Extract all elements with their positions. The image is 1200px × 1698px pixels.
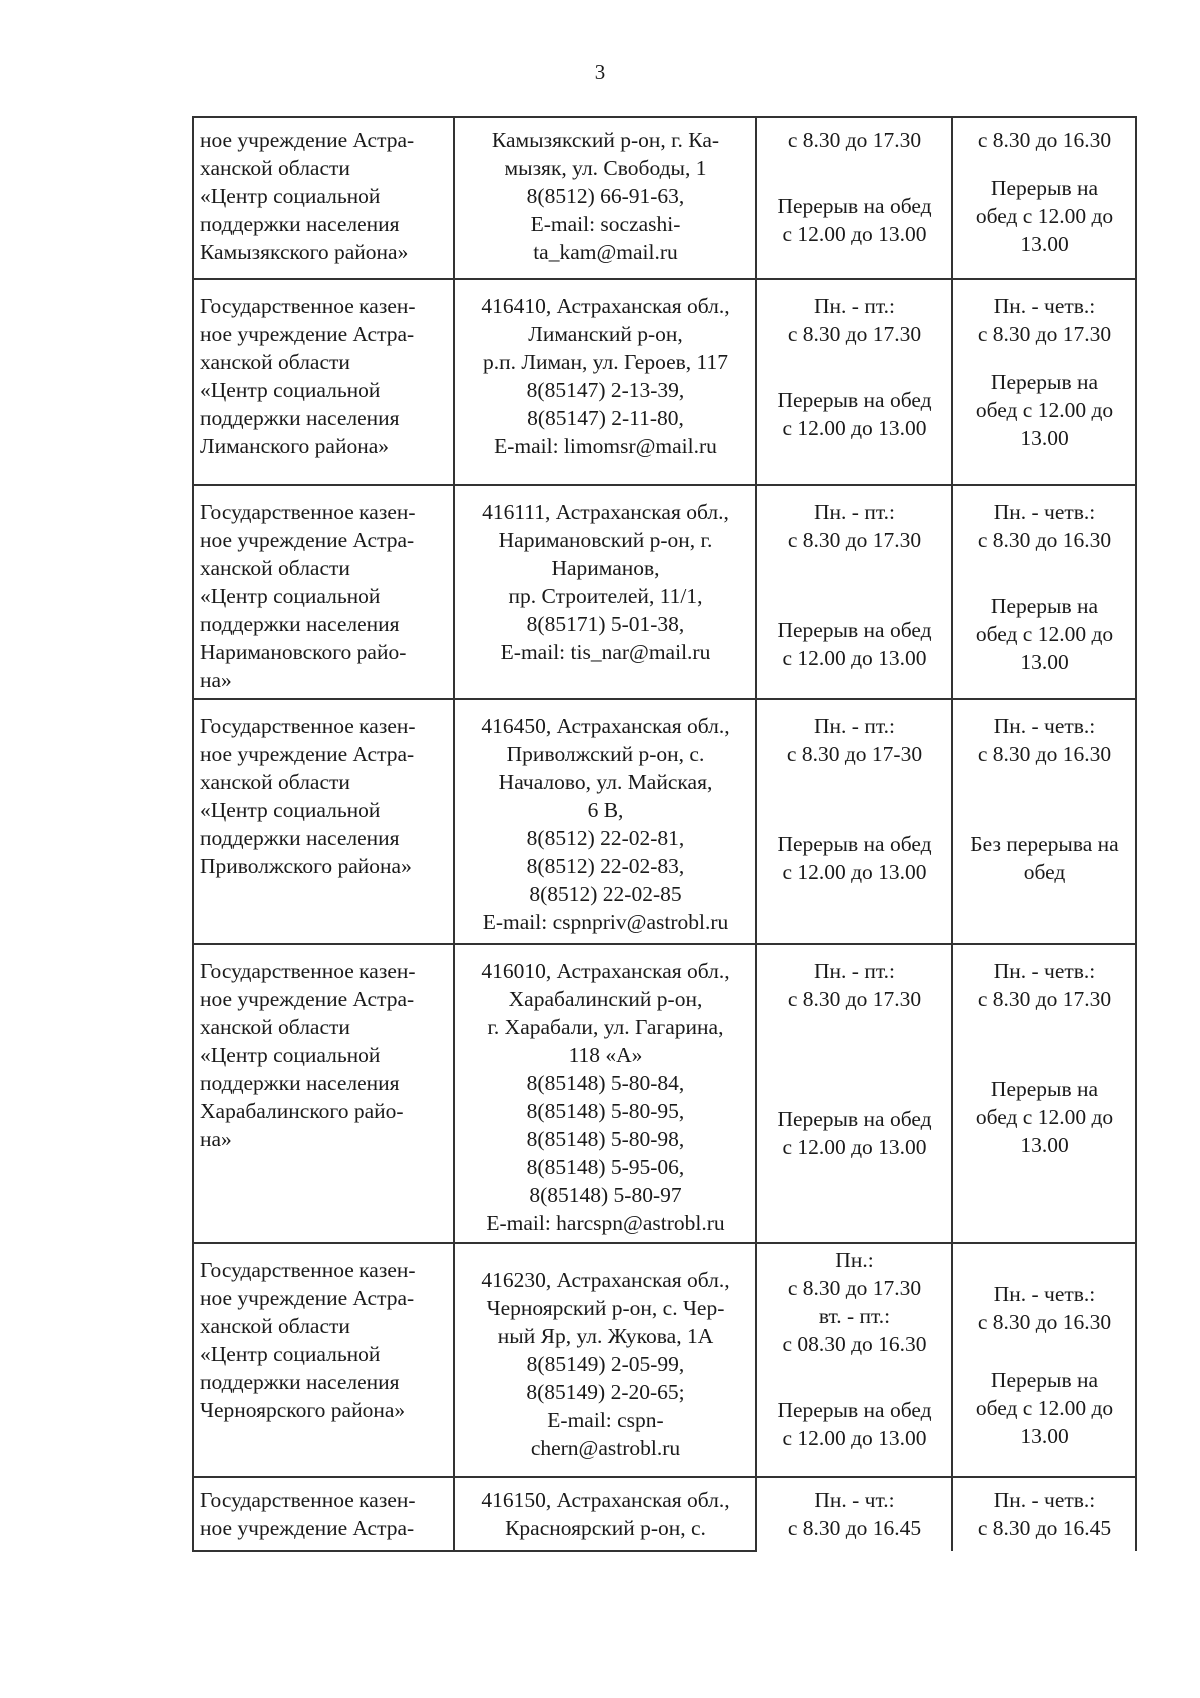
friday-hours-cell: Пн. - четв.: с 8.30 до 16.30 Без перерыва на обед — [952, 699, 1136, 944]
org-name-cell: Государственное казен- ное учреждение Астра- — [193, 1477, 454, 1551]
address-cell: 416410, Астраханская обл., Лиманский р-он, р.п. Лиман, ул. Героев, 117 8(85147) 2-13-39, 8(85147) 2-11-80, E-mail: limomsr@mail.ru — [454, 279, 756, 485]
table-row — [193, 485, 1136, 699]
table-row — [193, 699, 1136, 944]
table-row — [193, 1477, 1136, 1551]
address-cell: 416230, Астраханская обл., Черноярский р-он, с. Чер- ный Яр, ул. Жукова, 1А 8(85149) 2-05-99, 8(85149) 2-20-65; E-mail: cspn- chern@astrobl.ru — [454, 1243, 756, 1477]
friday-hours-cell: с 8.30 до 16.30 Перерыв на обед с 12.00 до 13.00 — [952, 117, 1136, 279]
weekday-hours-cell: Пн. - пт.: с 8.30 до 17.30 Перерыв на обед с 12.00 до 13.00 — [756, 485, 952, 699]
weekday-hours-cell: с 8.30 до 17.30 Перерыв на обед с 12.00 до 13.00 — [756, 117, 952, 279]
weekday-hours-cell: Пн. - пт.: с 8.30 до 17.30 Перерыв на обед с 12.00 до 13.00 — [756, 279, 952, 485]
page-number: 3 — [594, 60, 606, 84]
org-name-cell: Государственное казен- ное учреждение Астра- ханской области «Центр социальной поддержки населения Приволжского района» — [193, 699, 454, 944]
weekday-hours-cell: Пн.: с 8.30 до 17.30 вт. - пт.: с 08.30 до 16.30 Перерыв на обед с 12.00 до 13.00 — [756, 1243, 952, 1477]
org-name-cell: Государственное казен- ное учреждение Астра- ханской области «Центр социальной поддержки населения Лиманского района» — [193, 279, 454, 485]
friday-hours-cell: Пн. - четв.: с 8.30 до 17.30 Перерыв на обед с 12.00 до 13.00 — [952, 279, 1136, 485]
table-row — [193, 1243, 1136, 1477]
table-row — [193, 279, 1136, 485]
friday-hours-cell: Пн. - четв.: с 8.30 до 16.30 Перерыв на обед с 12.00 до 13.00 — [952, 1243, 1136, 1477]
friday-hours-cell: Пн. - четв.: с 8.30 до 17.30 Перерыв на обед с 12.00 до 13.00 — [952, 944, 1136, 1243]
address-cell: 416450, Астраханская обл., Приволжский р-он, с. Началово, ул. Майская, 6 В, 8(8512) 22-02-81, 8(8512) 22-02-83, 8(8512) 22-02-85 E-mail: cspnpriv@astrobl.ru — [454, 699, 756, 944]
org-name-cell: Государственное казен- ное учреждение Астра- ханской области «Центр социальной поддержки населения Харабалинского райо- на» — [193, 944, 454, 1243]
friday-hours-cell: Пн. - четв.: с 8.30 до 16.45 — [952, 1477, 1136, 1551]
institutions-table — [192, 116, 1137, 1552]
org-name-cell: Государственное казен- ное учреждение Астра- ханской области «Центр социальной поддержки населения Черноярского района» — [193, 1243, 454, 1477]
org-name-cell: ное учреждение Астра- ханской области «Центр социальной поддержки населения Камызякского района» — [193, 117, 454, 279]
weekday-hours-cell: Пн. - пт.: с 8.30 до 17.30 Перерыв на обед с 12.00 до 13.00 — [756, 944, 952, 1243]
address-cell: 416150, Астраханская обл., Красноярский р-он, с. — [454, 1477, 756, 1551]
weekday-hours-cell: Пн. - чт.: с 8.30 до 16.45 — [756, 1477, 952, 1551]
address-cell: 416111, Астраханская обл., Наримановский р-он, г. Нариманов, пр. Строителей, 11/1, 8(85171) 5-01-38, E-mail: tis_nar@mail.ru — [454, 485, 756, 699]
weekday-hours-cell: Пн. - пт.: с 8.30 до 17-30 Перерыв на обед с 12.00 до 13.00 — [756, 699, 952, 944]
address-cell: 416010, Астраханская обл., Харабалинский р-он, г. Харабали, ул. Гагарина, 118 «А» 8(85148) 5-80-84, 8(85148) 5-80-95, 8(85148) 5-80-98, 8(85148) 5-95-06, 8(85148) 5-80-97 E-mail: harcspn@astrobl.ru — [454, 944, 756, 1243]
address-cell: Камызякский р-он, г. Ка- мызяк, ул. Свободы, 1 8(8512) 66-91-63, E-mail: soczashi- ta_kam@mail.ru — [454, 117, 756, 279]
table-row — [193, 117, 1136, 279]
org-name-cell: Государственное казен- ное учреждение Астра- ханской области «Центр социальной поддержки населения Наримановского райо- на» — [193, 485, 454, 699]
table-row — [193, 944, 1136, 1243]
friday-hours-cell: Пн. - четв.: с 8.30 до 16.30 Перерыв на обед с 12.00 до 13.00 — [952, 485, 1136, 699]
